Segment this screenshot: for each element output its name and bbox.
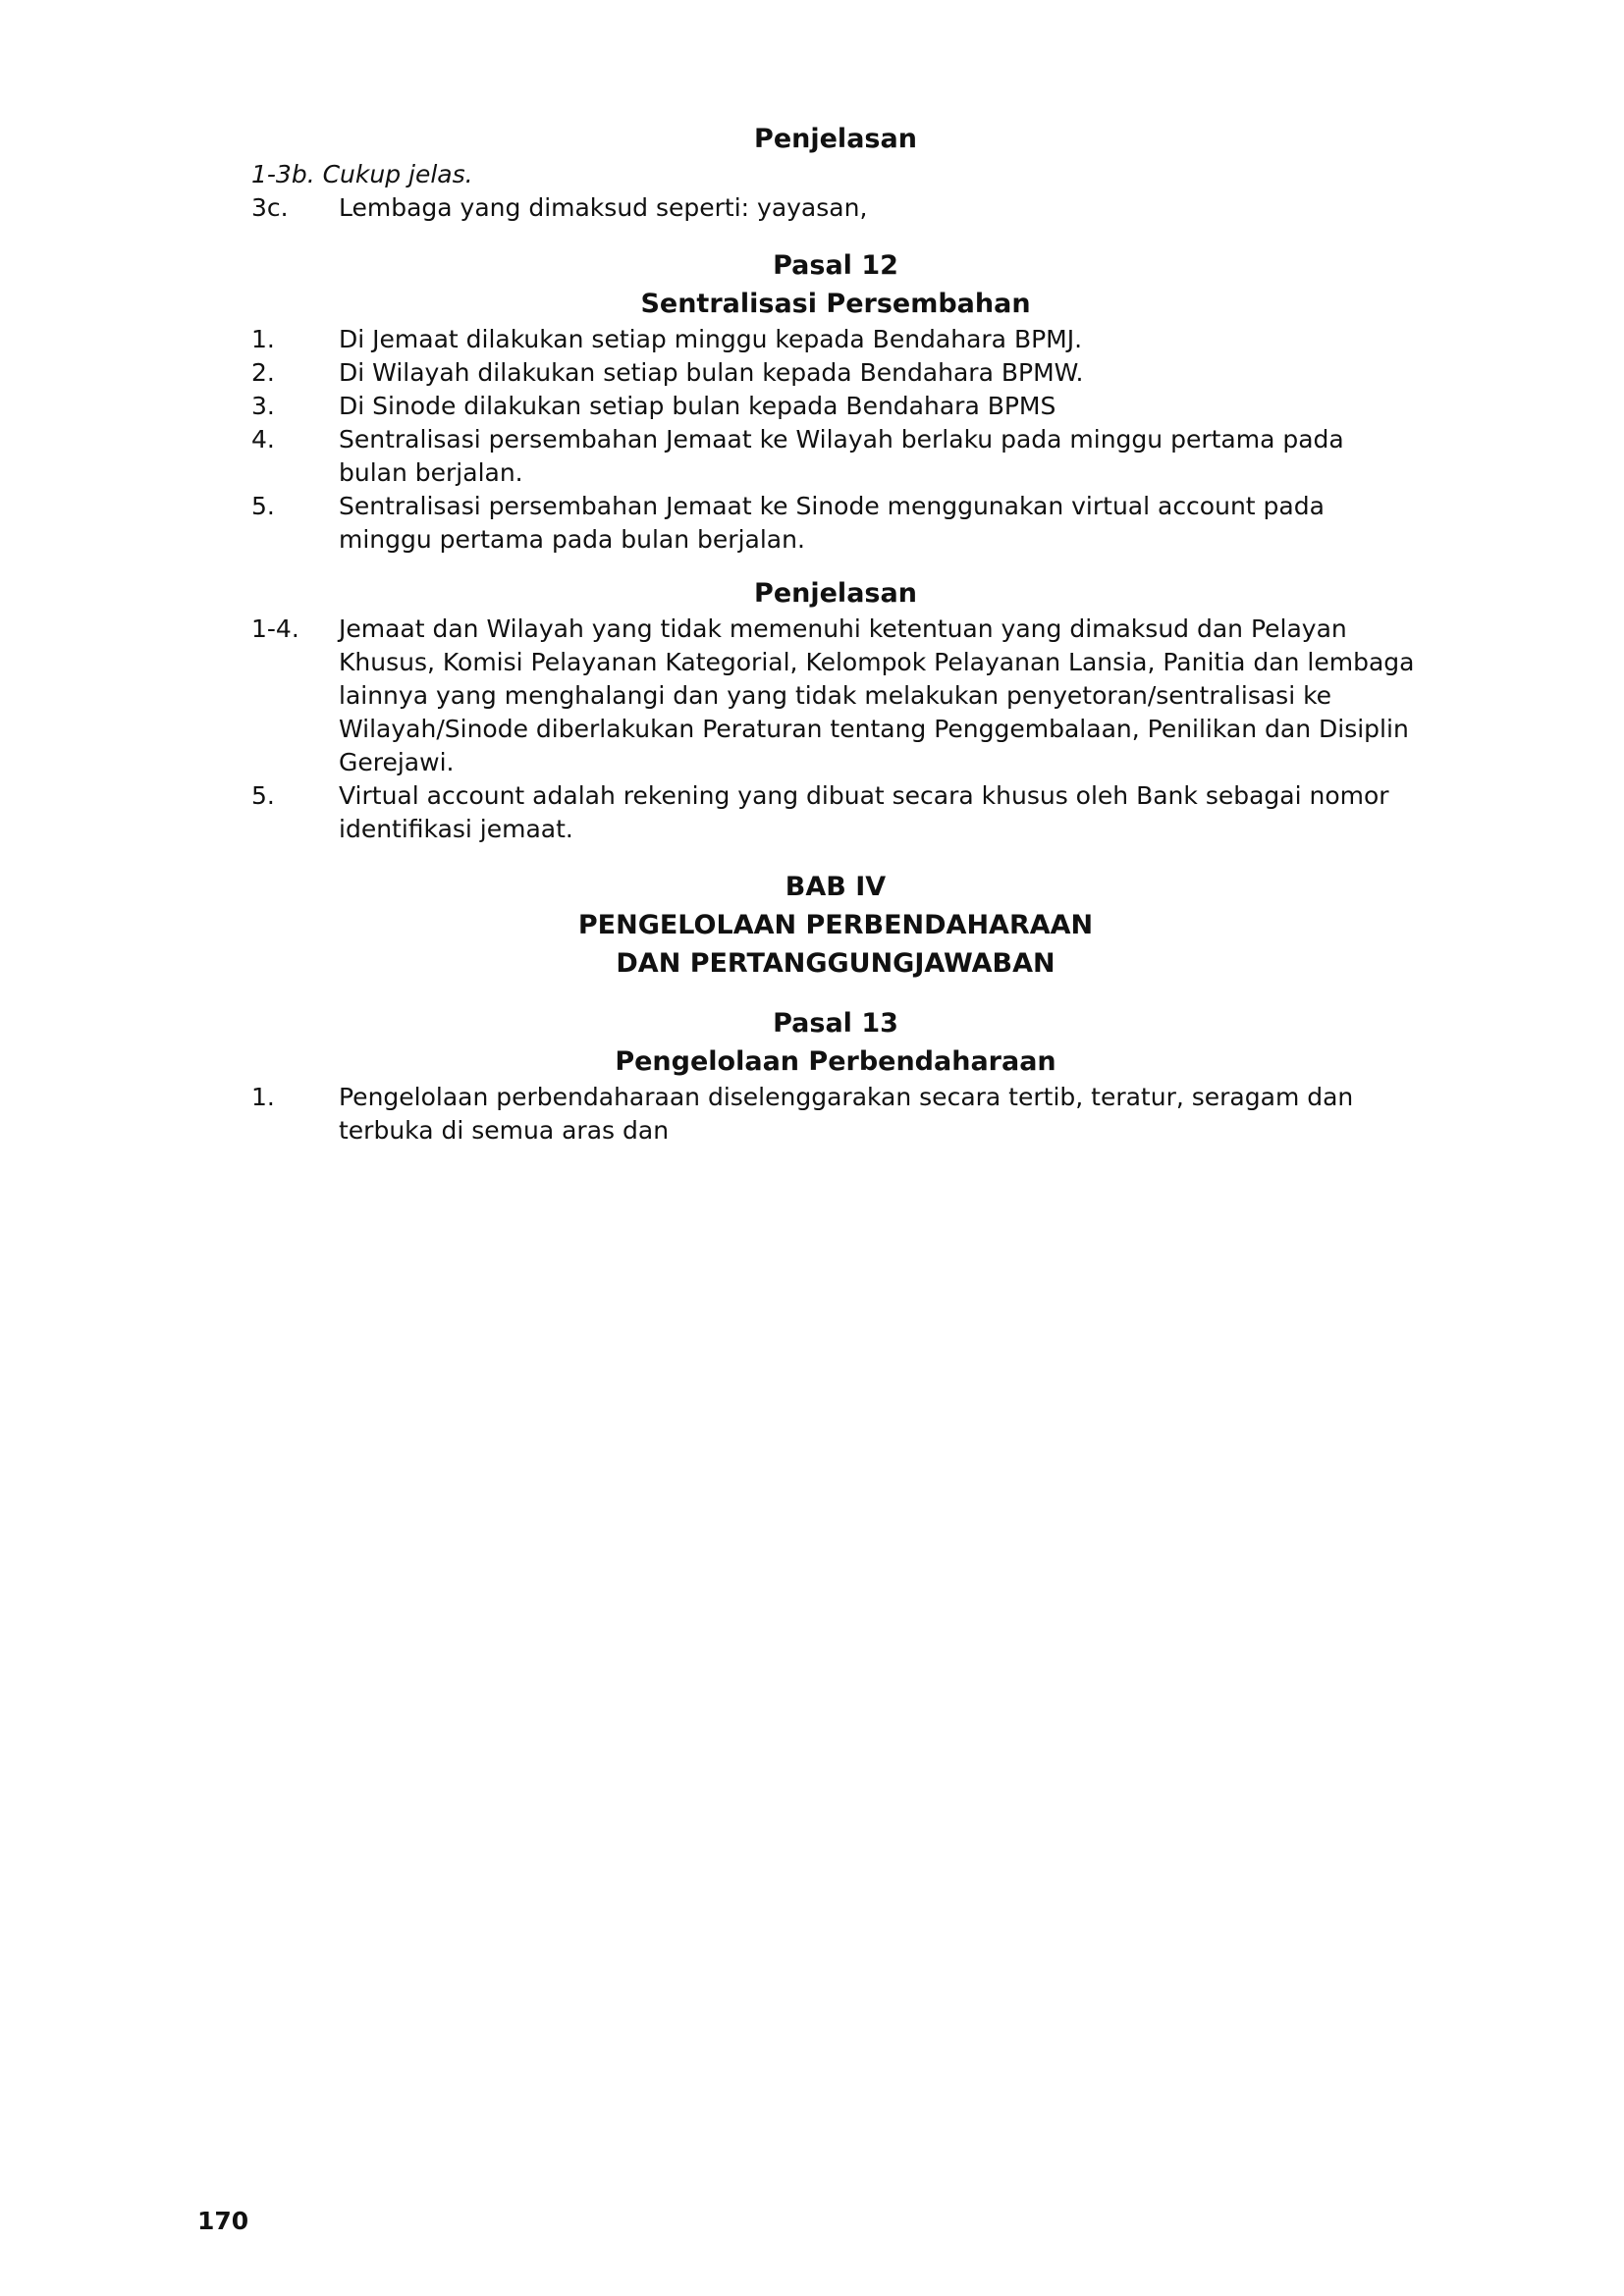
penjelasan-heading: Penjelasan [754,124,917,154]
item-text: Di Sinode dilakukan setiap bulan kepada Bendahara BPMS [339,392,1056,420]
item-number: 1. [251,325,275,353]
list-item [251,423,1420,490]
item-number: 1-4. [251,614,299,643]
item-text: Sentralisasi persembahan Jemaat ke Sinode menggunakan virtual account pada minggu pertama pada bulan berjalan. [339,492,1325,554]
cukup-jelas-note: 1-3b. Cukup jelas. [251,160,473,188]
pasal-12-number: Pasal 12 [773,250,898,281]
pasal-13-number: Pasal 13 [773,1008,898,1039]
item-text: Di Wilayah dilakukan setiap bulan kepada Bendahara BPMW. [339,358,1084,387]
list-item [251,356,1420,390]
list-item [251,191,1420,225]
item-text: Sentralisasi persembahan Jemaat ke Wilayah berlaku pada minggu pertama pada bulan berjalan. [339,425,1344,487]
item-text: Di Jemaat dilakukan setiap minggu kepada Bendahara BPMJ. [339,325,1083,353]
item-number: 1. [251,1083,275,1111]
item-number: 3. [251,392,275,420]
list-item [251,490,1420,557]
item-text: Lembaga yang dimaksud seperti: yayasan, [339,193,868,222]
list-item [251,779,1420,846]
penjelasan-heading: Penjelasan [754,578,917,609]
item-number: 3c. [251,193,289,222]
item-number: 4. [251,425,275,454]
list-item [251,613,1420,779]
item-number: 5. [251,781,275,810]
bab-number: BAB IV [785,872,887,902]
list-item [251,1081,1420,1148]
pasal-12-title: Sentralisasi Persembahan [640,289,1031,319]
item-text: Jemaat dan Wilayah yang tidak memenuhi ketentuan yang dimaksud dan Pelayan Khusus, Komisi Pelayanan Kategorial, Kelompok Pelayanan Lansia, Panitia dan lembaga lainnya yang menghalangi dan yang tidak melakukan penyetoran/sentralisasi ke Wilayah/Sinode diberlakukan Peraturan tentang Penggembalaan, Penilikan dan Disiplin Gerejawi. [339,614,1415,776]
document-body [251,120,1420,1148]
item-text: Virtual account adalah rekening yang dibuat secara khusus oleh Bank sebagai nomor identifikasi jemaat. [339,781,1389,843]
bab-title-line-1: PENGELOLAAN PERBENDAHARAAN [577,910,1094,940]
pasal-13-title: Pengelolaan Perbendaharaan [615,1046,1056,1077]
list-item [251,323,1420,356]
bab-title-line-2: DAN PERTANGGUNGJAWABAN [616,948,1056,979]
item-number: 2. [251,358,275,387]
page-number: 170 [197,2207,249,2235]
item-text: Pengelolaan perbendaharaan diselenggarakan secara tertib, teratur, seragam dan terbuka di semua aras dan [339,1083,1354,1145]
item-number: 5. [251,492,275,520]
list-item [251,390,1420,423]
